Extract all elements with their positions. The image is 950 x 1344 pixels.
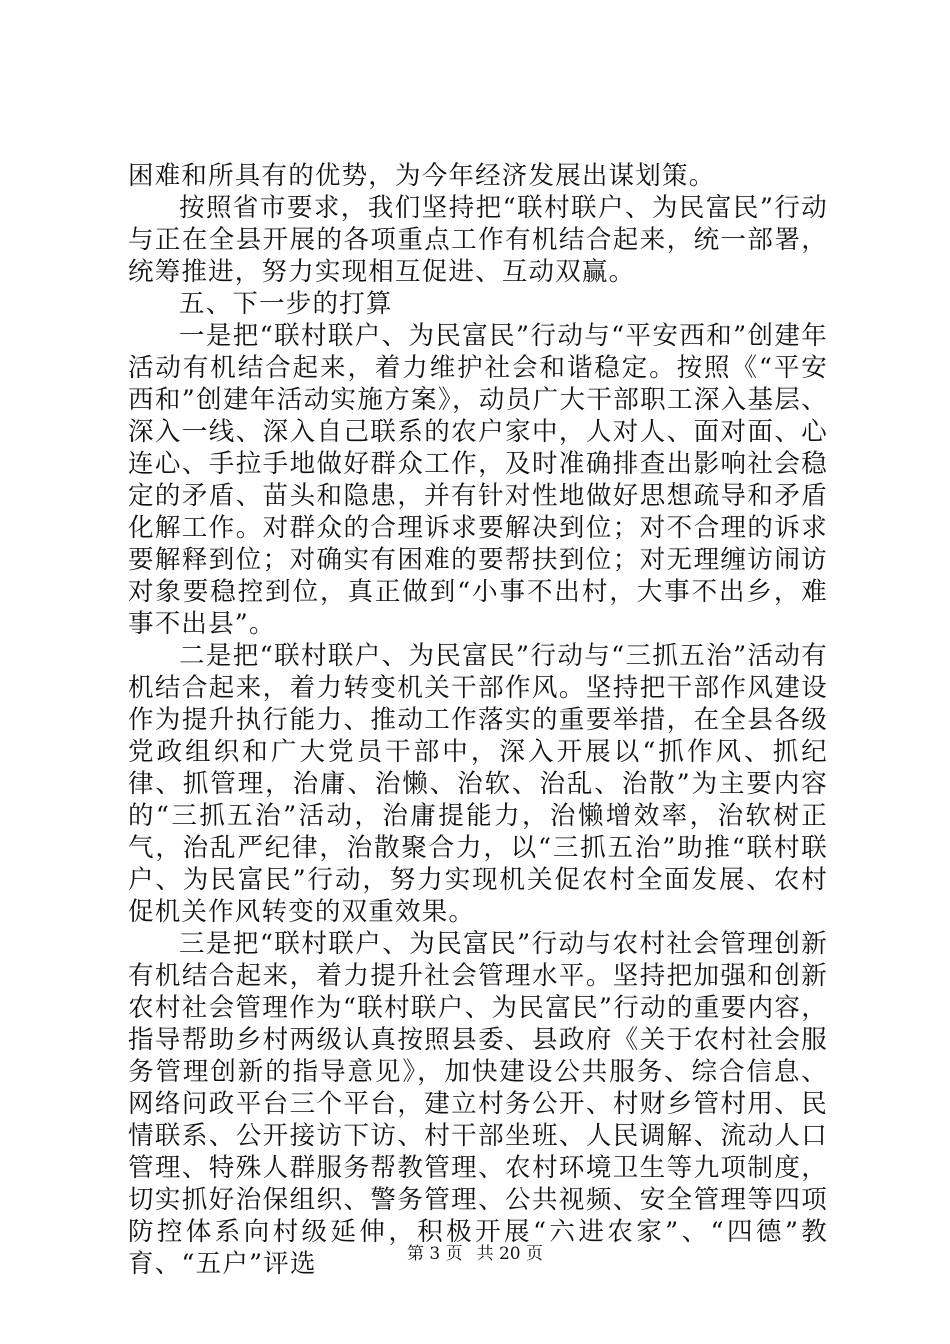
section-heading: 五、下一步的打算 <box>179 289 393 319</box>
paragraph-integration: 按照省市要求，我们坚持把“联村联户、为民富民”行动与正在全县开展的各项重点工作有机结合起来，统一部署，统筹推进，努力实现相互促进、互动双赢。 <box>128 193 828 287</box>
page-footer <box>0 1243 950 1265</box>
paragraph-point-two: 二是把“联村联户、为民富民”行动与“三抓五治”活动有机结合起来，着力转变机关干部作风。坚持把干部作风建设作为提升执行能力、推动工作落实的重要举措，在全县各级党政组织和广大党员干部中，深入开展以“抓作风、抓纪律、抓管理，治庸、治懒、治软、治乱、治散”为主要内容的“三抓五治”活动，治庸提能力，治懒增效率，治软树正气，治乱严纪律，治散聚合力，以“三抓五治”助推“联村联户、为民富民”行动，努力实现机关促农村全面发展、农村促机关作风转变的双重效果。 <box>128 641 828 927</box>
page-number: 第 3 页 <box>406 1244 463 1264</box>
paragraph-continuation: 困难和所具有的优势，为今年经济发展出谋划策。 <box>128 161 716 191</box>
page-total: 共 20 页 <box>476 1244 544 1264</box>
paragraph-point-one: 一是把“联村联户、为民富民”行动与“平安西和”创建年活动有机结合起来，着力维护社会和谐稳定。按照《“平安西和”创建年活动实施方案》，动员广大干部职工深入基层、深入一线、深入自己联系的农户家中，人对人、面对面、心连心、手拉手地做好群众工作，及时准确排查出影响社会稳定的矛盾、苗头和隐患，并有针对性地做好思想疏导和矛盾化解工作。对群众的合理诉求要解决到位；对不合理的诉求要解释到位；对确实有困难的要帮扶到位；对无理缠访闹访对象要稳控到位，真正做到“小事不出村，大事不出乡，难事不出县”。 <box>128 321 828 639</box>
paragraph-point-three: 三是把“联村联户、为民富民”行动与农村社会管理创新有机结合起来，着力提升社会管理水平。坚持把加强和创新农村社会管理作为“联村联户、为民富民”行动的重要内容，指导帮助乡村两级认真按照县委、县政府《关于农村社会服务管理创新的指导意见》，加快建设公共服务、综合信息、网络问政平台三个平台，建立村务公开、村财乡管村用、民情联系、公开接访下访、村干部坐班、人民调解、流动人口管理、特殊人群服务帮教管理、农村环境卫生等九项制度，切实抓好治保组织、警务管理、公共视频、安全管理等四项防控体系向村级延伸，积极开展“六进农家”、“四德”教育、“五户”评选 <box>128 929 828 1279</box>
document-body <box>128 160 828 1280</box>
